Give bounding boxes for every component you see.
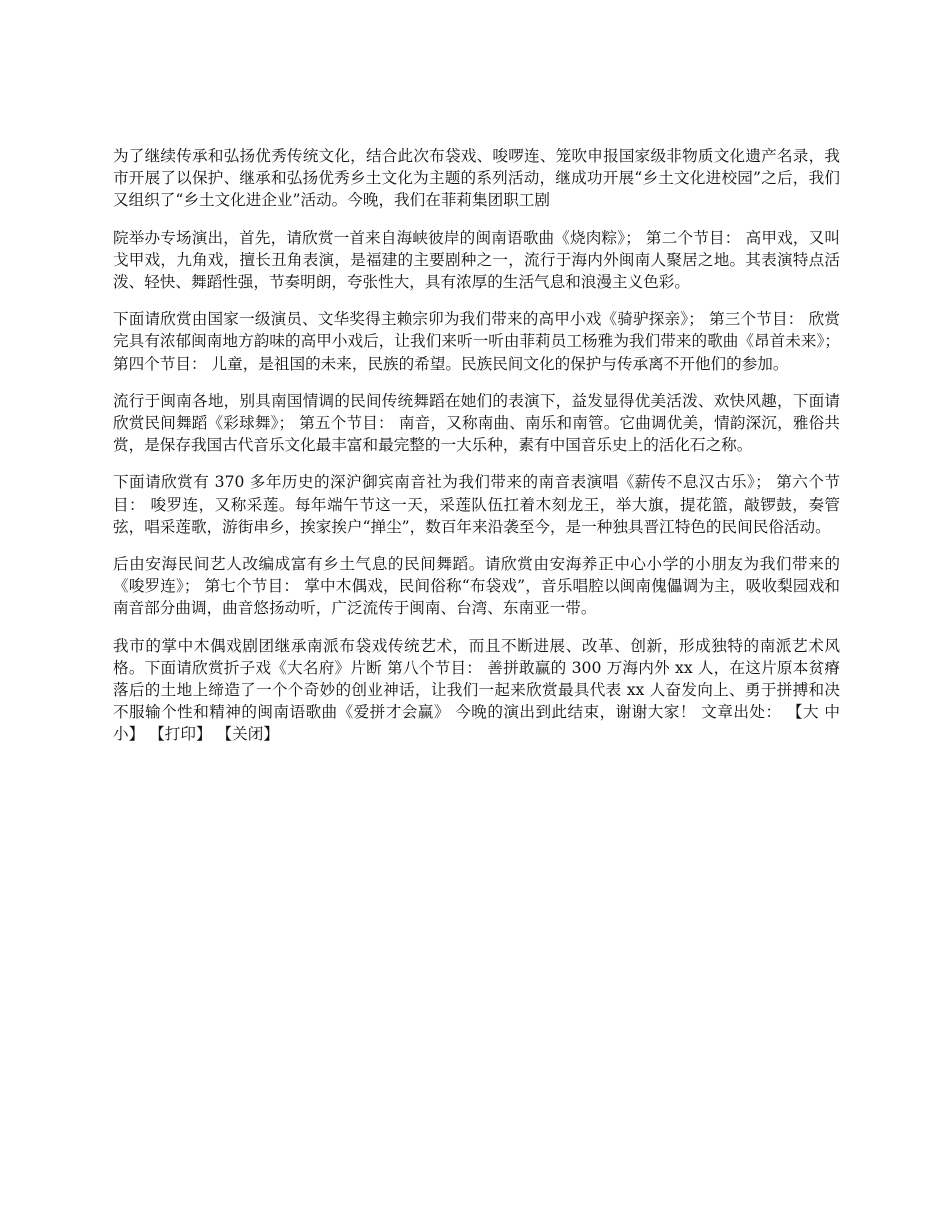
paragraph: 流行于闽南各地，别具南国情调的民间传统舞蹈在她们的表演下，益发显得优美活泼、欢快风趣，下面请欣赏民间舞蹈《彩球舞》； 第五个节目： 南音，又称南曲、南乐和南管。它曲调优美，情韵深沉，雅俗共赏，是保存我国古代音乐文化最丰富和最完整的一大乐种，素有中国音乐史上的活化石之称。 [113, 391, 840, 455]
font-size-link[interactable]: 【大 中 小】 [113, 703, 840, 744]
paragraph: 后由安海民间艺人改编成富有乡土气息的民间舞蹈。请欣赏由安海养正中心小学的小朋友为我们带来的《唆罗连》； 第七个节目： 掌中木偶戏，民间俗称“布袋戏”，音乐唱腔以闽南傀儡调为主，吸收梨园戏和南音部分曲调，曲音悠扬动听，广泛流传于闽南、台湾、东南亚一带。 [113, 555, 840, 618]
paragraph: 为了继续传承和弘扬优秀传统文化，结合此次布袋戏、唆啰连、笼吹申报国家级非物质文化遗产名录，我市开展了以保护、继承和弘扬优秀乡土文化为主题的系列活动，继成功开展“乡土文化进校园”之后，我们又组织了“乡土文化进企业”活动。今晚，我们在菲莉集团职工剧 [113, 147, 840, 210]
paragraph: 下面请欣赏有 370 多年历史的深沪御宾南音社为我们带来的南音表演唱《薪传不息汉古乐》； 第六个节目： 唆罗连，又称采莲。每年端午节这一天，采莲队伍扛着木刻龙王，举大旗，提花篮，敲锣鼓，奏管弦，唱采莲歌，游街串乡，挨家挨户“掸尘”，数百年来沿袭至今，是一种独具晋江特色的民间民俗活动。 [113, 473, 840, 536]
print-link[interactable]: 【打印】 [149, 725, 212, 744]
paragraph: 院举办专场演出，首先，请欣赏一首来自海峡彼岸的闽南语歌曲《烧肉粽》； 第二个节目： 高甲戏，又叫戈甲戏，九角戏，擅长丑角表演，是福建的主要剧种之一，流行于海内外闽南人聚居之地。其表演特点活泼、轻快、舞蹈性强，节奏明朗，夸张性大，具有浓厚的生活气息和浪漫主义色彩。 [113, 228, 840, 292]
paragraph: 下面请欣赏由国家一级演员、文华奖得主赖宗卯为我们带来的高甲小戏《骑驴探亲》； 第三个节目： 欣赏完具有浓郁闽南地方韵味的高甲小戏后，让我们来听一听由菲莉员工杨雅为我们带来的歌曲《昂首未来》； 第四个节目： 儿童，是祖国的未来，民族的希望。民族民间文化的保护与传承离不开他们的参加。 [113, 310, 840, 373]
paragraph-last [113, 635, 840, 746]
close-link[interactable]: 【关闭】 [216, 725, 279, 744]
paragraph-last-text: 我市的掌中木偶戏剧团继承南派布袋戏传统艺术，而且不断进展、改革、创新，形成独特的南派艺术风格。下面请欣赏折子戏《大名府》片断 第八个节目： 善拼敢赢的 300 万海内外 xx 人，在这片原本贫瘠落后的土地上缔造了一个个奇妙的创业神话，让我们一起来欣赏最具代表 xx 人奋发向上、勇于拼搏和决不服输个性和精神的闽南语歌曲《爱拼才会赢》 今晚的演出到此结束，谢谢大家！ 文章出处： [113, 636, 840, 722]
article-body [113, 145, 840, 761]
